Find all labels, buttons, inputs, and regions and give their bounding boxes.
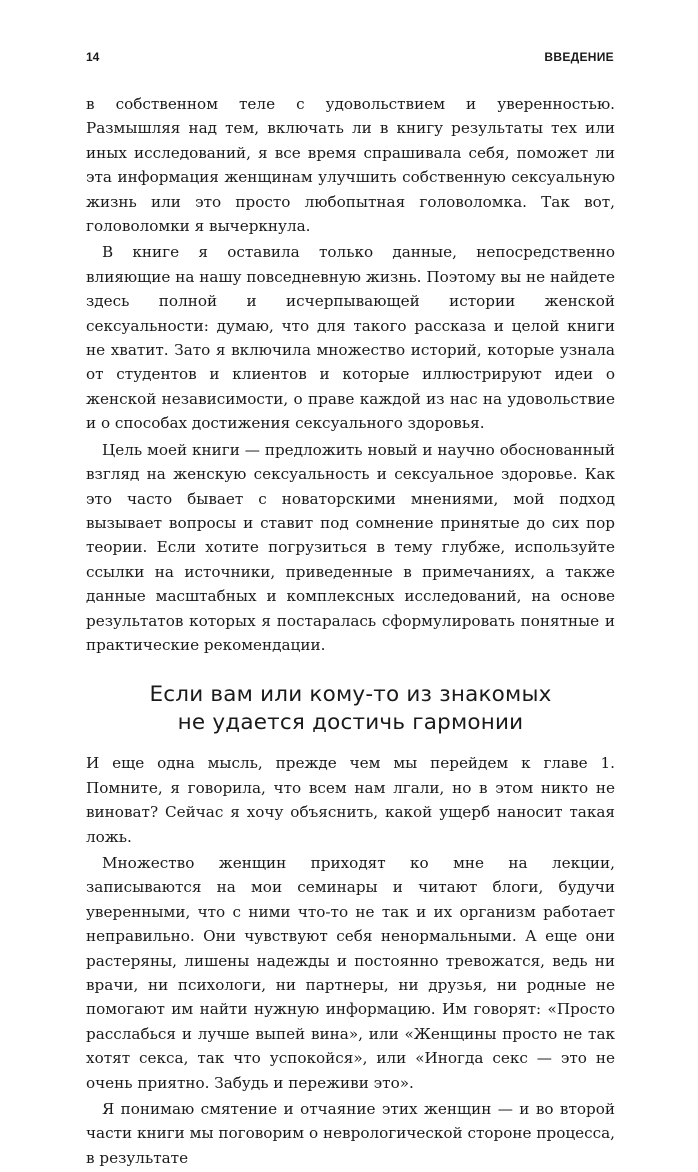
page-number: 14 [86, 50, 100, 64]
body-text [86, 92, 615, 1172]
page-header [86, 42, 614, 62]
paragraph: Цель моей книги — предложить новый и научно обоснованный взгляд на женскую сексуальность и сексуальное здоровье. Как это часто бывает с новаторскими мнениями, мой подход вызывает вопросы и ставит под сомнение принятые до сих пор теории. Если хотите погрузиться в тему глубже, используйте ссылки на источники, приведенные в примечаниях, а также данные масштабных и комплексных исследований, на основе результатов которых я постаралась сформулировать понятные и практические рекомендации. [86, 440, 615, 654]
paragraph: Я понимаю смятение и отчаяние этих женщин — и во второй части книги мы поговорим о неврологической стороне процесса, в результате [86, 1100, 615, 1167]
paragraph: в собственном теле с удовольствием и уверенностью. Размышляя над тем, включать ли в книгу результаты тех или иных исследований, я все время спрашивала себя, поможет ли эта информация женщинам улучшить собственную сексуальную жизнь или это просто любопытная головоломка. Так вот, головоломки я вычеркнула. [86, 95, 615, 236]
section-heading-line-2: не удается достичь гармонии [177, 710, 524, 736]
section-heading [86, 681, 615, 737]
paragraph: Множество женщин приходят ко мне на лекции, записываются на мои семинары и читают блоги, будучи уверенными, что с ними что-то не так и их организм работает неправильно. Они чувствуют себя ненормальными. А еще они растеряны, лишены надежды и постоянно тревожатся, ведь ни врачи, ни психологи, ни партнеры, ни друзья, ни родные не помогают им найти нужную информацию. Им говорят: «Просто расслабься и лучше выпей вина», или «Женщины просто не так хотят секса, так что успокойся», или «Иногда секс — это не очень приятно. Забудь и переживи это». [86, 853, 615, 1092]
paragraph: В книге я оставила только данные, непосредственно влияющие на нашу повседневную жизнь. Поэтому вы не найдете здесь полной и исчерпывающей истории женской сексуальности: думаю, что для такого рассказа и целой книги не хватит. Зато я включила множество историй, которые узнала от студентов и клиентов и которые иллюстрируют идеи о женской независимости, о праве каждой из нас на удовольствие и о способах достижения сексуального здоровья. [86, 243, 615, 433]
running-head: ВВЕДЕНИЕ [544, 50, 614, 64]
paragraph: И еще одна мысль, прежде чем мы перейдем к главе 1. Помните, я говорила, что всем нам лгали, но в этом никто не виноват? Сейчас я хочу объяснить, какой ущерб наносит такая ложь. [86, 754, 615, 846]
section-heading-line-1: Если вам или кому-то из знакомых [149, 682, 552, 708]
